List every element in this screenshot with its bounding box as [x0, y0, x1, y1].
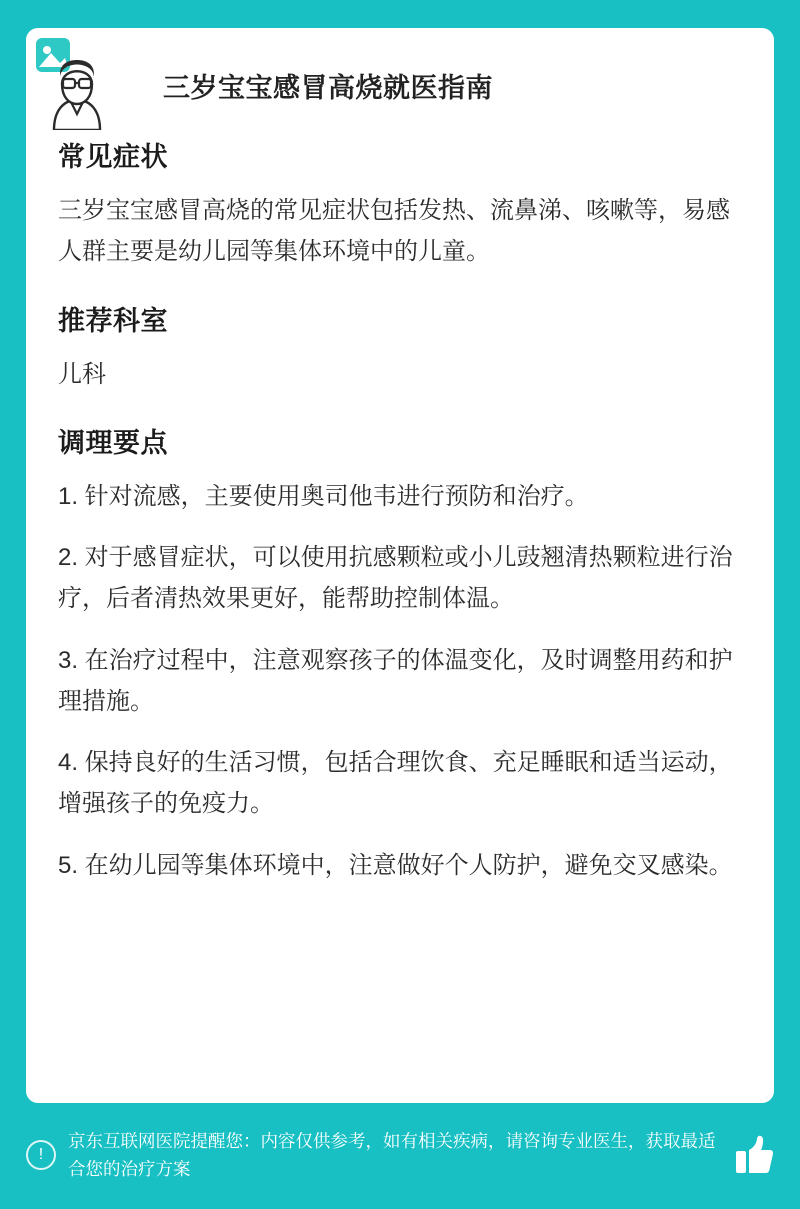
- thumbs-up-icon[interactable]: [734, 1132, 774, 1178]
- care-point-1: 1. 针对流感，主要使用奥司他韦进行预防和治疗。: [58, 482, 589, 510]
- care-point-3: 3. 在治疗过程中，注意观察孩子的体温变化，及时调整用药和护理措施。: [58, 646, 733, 715]
- doctor-avatar-icon: [34, 34, 120, 130]
- content-card: [26, 28, 774, 1103]
- article-body: [58, 135, 742, 886]
- care-point-5: 5. 在幼儿园等集体环境中，注意做好个人防护，避免交叉感染。: [58, 851, 733, 879]
- footer-disclaimer-bar: [26, 1119, 774, 1191]
- care-point-2: 2. 对于感冒症状，可以使用抗感颗粒或小儿豉翘清热颗粒进行治疗，后者清热效果更好，能帮助控制体温。: [58, 544, 733, 613]
- section-paragraph-department: 儿科: [58, 360, 106, 388]
- care-point-4: 4. 保持良好的生活习惯，包括合理饮食、充足睡眠和适当运动，增强孩子的免疫力。: [58, 749, 733, 818]
- disclaimer-text: 京东互联网医院提醒您：内容仅供参考，如有相关疾病，请咨询专业医生，获取最适合您的治疗方案: [68, 1130, 716, 1179]
- section-paragraph-symptoms: 三岁宝宝感冒高烧的常见症状包括发热、流鼻涕、咳嗽等，易感人群主要是幼儿园等集体环境中的儿童。: [58, 197, 730, 266]
- page-title: 三岁宝宝感冒高烧就医指南: [163, 73, 493, 103]
- section-heading-symptoms: 常见症状: [58, 142, 168, 172]
- section-heading-department: 推荐科室: [58, 305, 168, 336]
- info-circle-icon: !: [26, 1140, 56, 1170]
- section-heading-care-points: 调理要点: [58, 427, 168, 458]
